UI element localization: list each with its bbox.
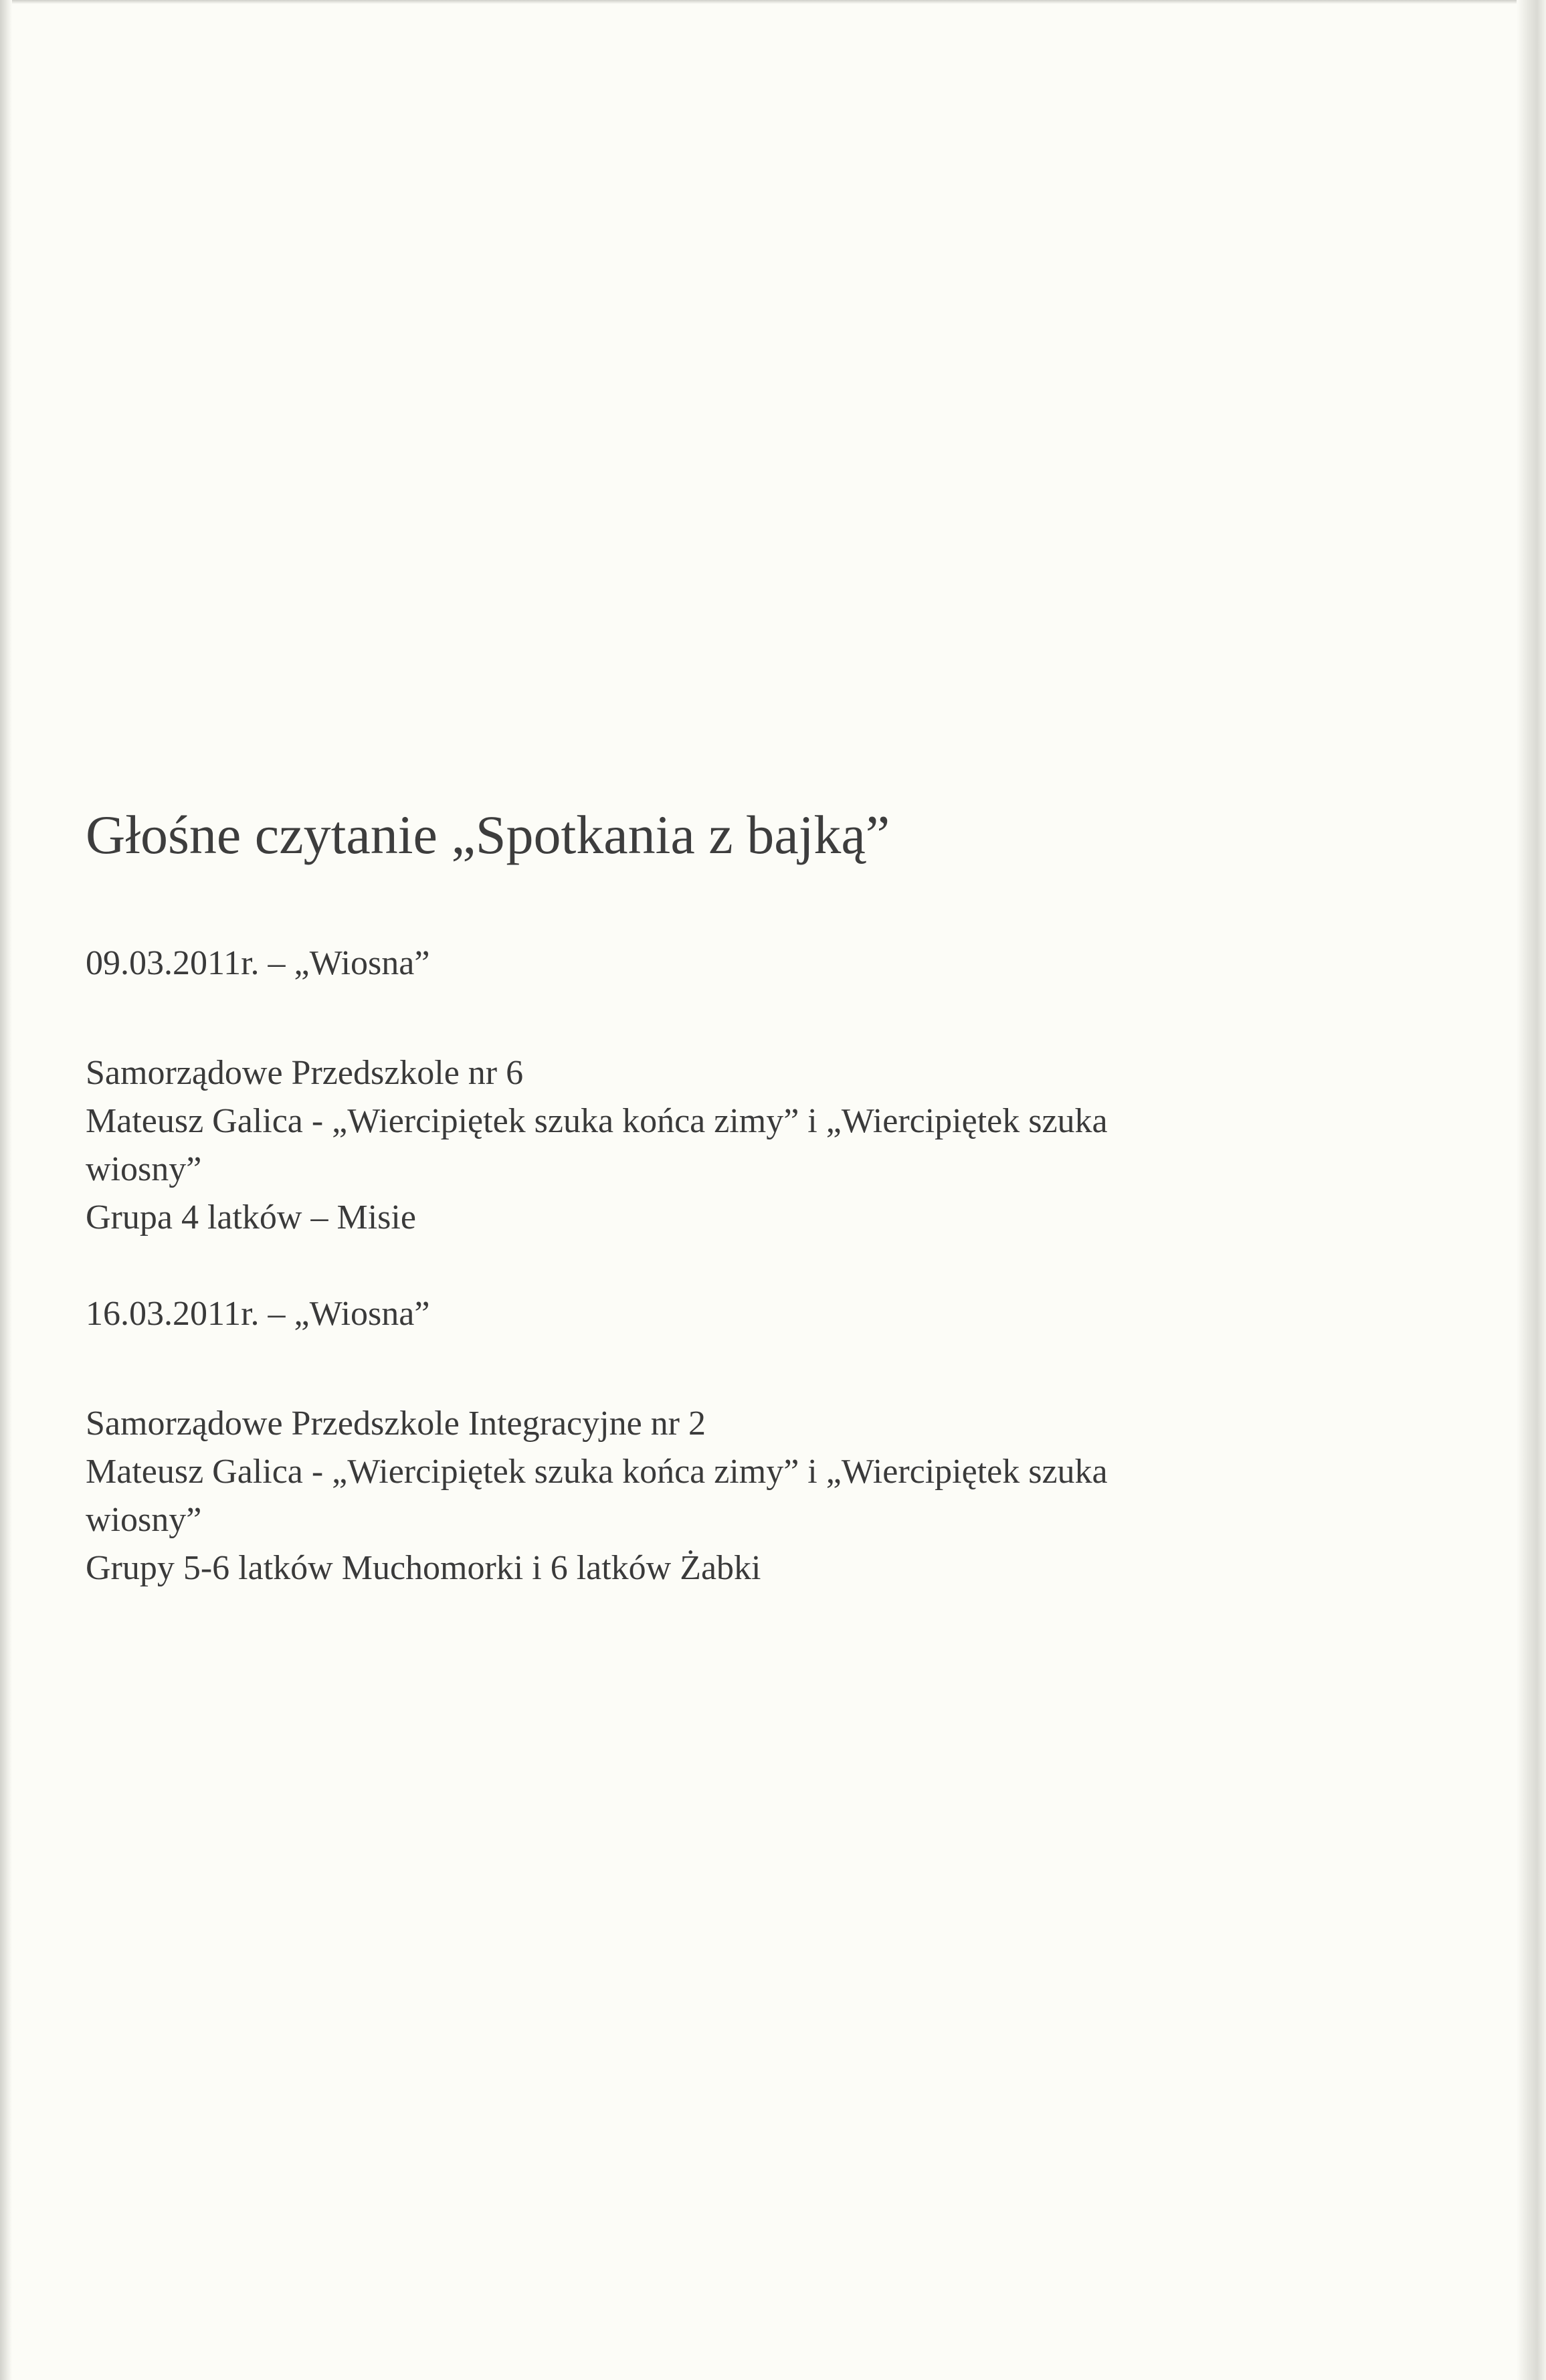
entry-reading: Mateusz Galica - „Wiercipiętek szuka końca zimy” i „Wiercipiętek szuka (86, 1453, 1108, 1491)
entry-venue: Samorządowe Przedszkole Integracyjne nr 2 (86, 1404, 706, 1443)
reading-entry-2 (86, 1294, 1390, 1592)
scan-edge-left (0, 0, 12, 2380)
entry-date: 16.03.2011r. – „Wiosna” (86, 1295, 430, 1333)
scan-edge-right (1517, 0, 1546, 2380)
reading-entry-1 (86, 943, 1390, 1242)
document-body (86, 802, 1390, 1592)
entry-reading: Mateusz Galica - „Wiercipiętek szuka końca zimy” i „Wiercipiętek szuka (86, 1102, 1108, 1140)
scan-edge-top (0, 0, 1546, 4)
entry-venue: Samorządowe Przedszkole nr 6 (86, 1054, 524, 1092)
entry-spacer (86, 1242, 1390, 1294)
entry-group: Grupy 5-6 latków Muchomorki i 6 latków Żabki (86, 1549, 761, 1587)
entry-reading-continued: wiosny” (86, 1501, 202, 1539)
document-title: Głośne czytanie „Spotkania z bajką” (86, 804, 890, 865)
entry-reading-continued: wiosny” (86, 1150, 202, 1188)
entry-group: Grupa 4 latków – Misie (86, 1198, 416, 1237)
entry-date: 09.03.2011r. – „Wiosna” (86, 944, 430, 982)
